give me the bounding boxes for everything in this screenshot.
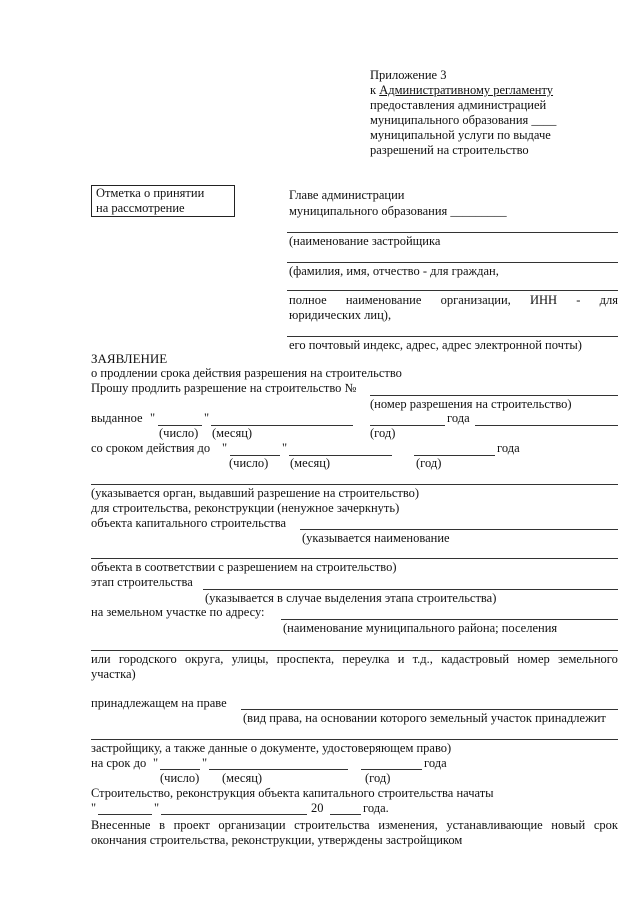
object-name-line-2[interactable] (91, 558, 618, 559)
word: земельного (557, 652, 618, 666)
term-month-line[interactable] (209, 769, 348, 770)
word: устанавливающие (446, 818, 543, 832)
hint-developer-name: (наименование застройщика (289, 234, 441, 248)
quote-open: " (91, 801, 97, 815)
hint-month: (месяц) (290, 456, 331, 470)
capital-object-label: объекта капитального строительства (91, 516, 287, 530)
issuing-organ-line[interactable] (91, 484, 618, 485)
started-text: Строительство, реконструкция объекта капитального строительства начаты (91, 786, 494, 800)
word: проект (173, 818, 210, 832)
word: организации (218, 818, 286, 832)
appendix-line-2 (370, 83, 553, 98)
hint-stage: (указывается в случае выделения этапа строительства) (205, 591, 497, 605)
land-plot-line[interactable] (281, 619, 618, 620)
addressee-line-1: Главе администрации (289, 188, 405, 202)
hint-right: (вид права, на основании которого земельный участок принадлежит (243, 711, 606, 725)
hint-permit-number: (номер разрешения на строительство) (370, 397, 572, 411)
hint-district: (наименование муниципального района; поселения (283, 621, 558, 635)
addressee-line-2: муниципального образования _________ (289, 204, 507, 218)
word: округа, (184, 652, 224, 666)
hint-month: (месяц) (212, 426, 253, 440)
amend-line-2: окончания строительства, реконструкции, утверждены застройщиком (91, 833, 463, 847)
word: или (91, 652, 111, 666)
land-plot-line-2[interactable] (91, 650, 618, 651)
acceptance-line-1: Отметка о принятии (96, 186, 205, 200)
word: организации, (440, 293, 511, 307)
appendix-line-1: Приложение 3 (370, 68, 447, 82)
issued-label: выданное (91, 411, 143, 425)
word: новый (551, 818, 586, 832)
validity-year-word: года (497, 441, 520, 455)
term-year-line[interactable] (361, 769, 422, 770)
word: т.д., (412, 652, 433, 666)
stage-label: этап строительства (91, 575, 193, 589)
statement-subtitle: о продлении срока действия разрешения на строительство (91, 366, 402, 380)
hint-day: (число) (229, 456, 269, 470)
hint-year: (год) (370, 426, 396, 440)
word: в (159, 818, 165, 832)
issued-extra-line[interactable] (475, 425, 618, 426)
acceptance-line-2: на рассмотрение (96, 201, 185, 215)
hint-org-row (289, 293, 618, 308)
word: - (576, 293, 581, 307)
object-name-line[interactable] (300, 529, 618, 530)
issued-year-word: года (447, 411, 470, 425)
appendix-line-6: разрешений на строительство (370, 143, 529, 157)
word: Внесенные (91, 818, 151, 832)
word: номер (517, 652, 550, 666)
word: переулка (342, 652, 390, 666)
developer-address-line[interactable] (287, 336, 618, 337)
word: городского (118, 652, 177, 666)
hint-day: (число) (160, 771, 200, 785)
word: и (397, 652, 405, 666)
hint-org-2: юридических лиц), (289, 308, 392, 322)
hint-object-name: (указывается наименование (302, 531, 450, 545)
started-month-line[interactable] (161, 814, 307, 815)
hint-okrug-row (91, 652, 618, 667)
hint-year: (год) (365, 771, 391, 785)
quote-open: " (153, 756, 159, 770)
word: изменения, (378, 818, 438, 832)
quote-close: " (204, 411, 210, 425)
term-label: на срок до (91, 756, 147, 770)
word: полное (289, 293, 327, 307)
land-plot-label: на земельном участке по адресу: (91, 605, 265, 619)
stage-line[interactable] (203, 589, 618, 590)
hint-day: (число) (159, 426, 199, 440)
appendix-line-5: муниципальной услуги по выдаче (370, 128, 551, 142)
appendix-prefix: к (370, 83, 380, 97)
word: срок (593, 818, 618, 832)
appendix-line-4: муниципального образования ____ (370, 113, 557, 127)
word: улицы, (231, 652, 269, 666)
word: кадастровый (441, 652, 510, 666)
regulation-link[interactable]: Административному регламенту (379, 83, 554, 97)
permit-number-line[interactable] (370, 395, 618, 396)
word: строительства (294, 818, 370, 832)
quote-open: " (222, 441, 228, 455)
hint-fio: (фамилия, имя, отчество - для граждан, (289, 264, 499, 278)
statement-title: ЗАЯВЛЕНИЕ (91, 351, 168, 366)
word: для (599, 293, 618, 307)
word: проспекта, (276, 652, 335, 666)
amend-row (91, 818, 618, 833)
hint-okrug-2: участка) (91, 667, 136, 681)
quote-close: " (202, 756, 208, 770)
quote-close: " (154, 801, 160, 815)
hint-object-name-2: объекта в соответствии с разрешением на строительство) (91, 560, 397, 574)
appendix-line-3: предоставления администрацией (370, 98, 547, 112)
belongs-label: принадлежащем на праве (91, 696, 227, 710)
term-day-line[interactable] (160, 769, 200, 770)
hint-year: (год) (416, 456, 442, 470)
request-text: Прошу продлить разрешение на строительство № (91, 381, 357, 395)
construction-type: для строительства, реконструкции (ненужное зачеркнуть) (91, 501, 400, 515)
term-year-word: года (424, 756, 447, 770)
developer-org-line[interactable] (287, 290, 618, 291)
hint-issuing-organ: (указывается орган, выдавший разрешение на строительство) (91, 486, 420, 500)
developer-fio-line[interactable] (287, 262, 618, 263)
started-century: 20 (311, 801, 324, 815)
right-line-2[interactable] (91, 739, 618, 740)
validity-label: со сроком действия до (91, 441, 211, 455)
started-year-line[interactable] (330, 814, 361, 815)
hint-address: его почтовый индекс, адрес, адрес электронной почты) (289, 338, 582, 352)
hint-month: (месяц) (222, 771, 263, 785)
hint-right-2: застройщику, а также данные о документе, удостоверяющем право) (91, 741, 452, 755)
right-line[interactable] (241, 709, 618, 710)
quote-close: " (282, 441, 288, 455)
started-year-word: года. (363, 801, 389, 815)
word: ИНН (530, 293, 558, 307)
word: наименование (345, 293, 422, 307)
started-day-line[interactable] (98, 814, 152, 815)
quote-open: " (150, 411, 156, 425)
developer-name-line[interactable] (287, 232, 618, 233)
